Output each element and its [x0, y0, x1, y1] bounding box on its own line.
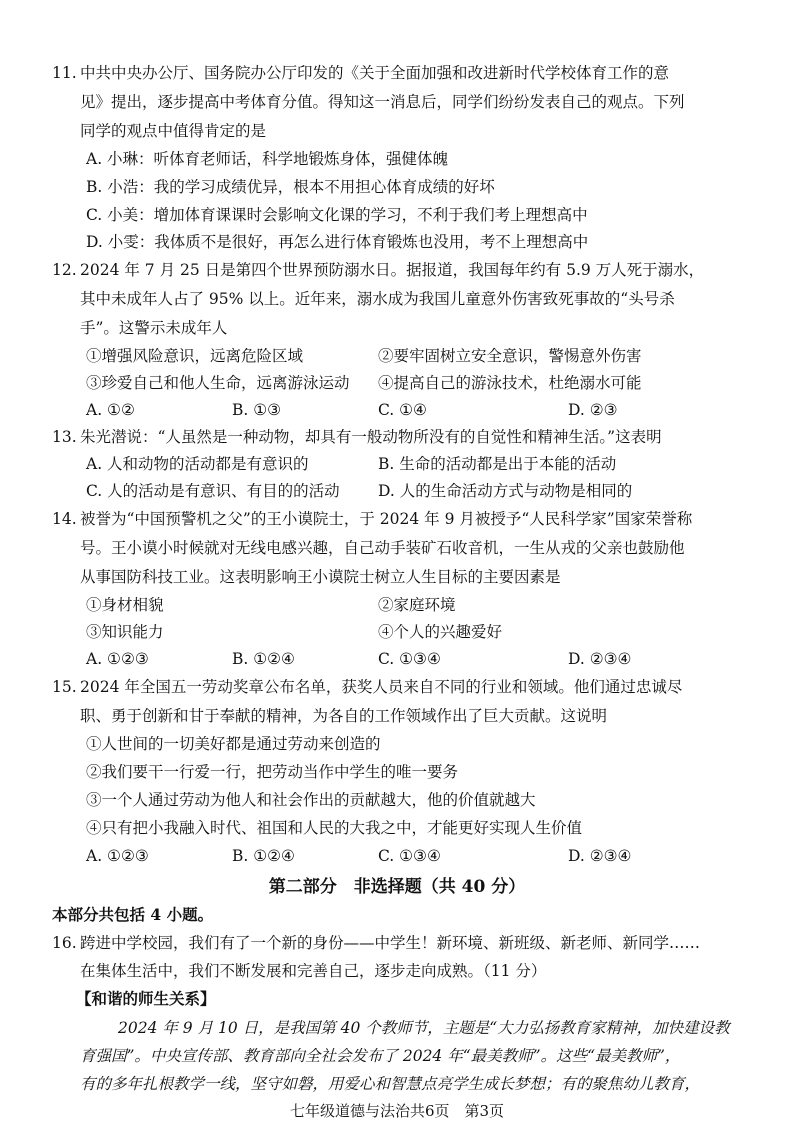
q12-statement-2: ②要牢固树立安全意识，警惕意外伤害 — [378, 347, 642, 365]
q14-line3: 从事国防科技工业。这表明影响王小谟院士树立人生目标的主要因素是 — [80, 568, 561, 586]
q16-line1 — [52, 932, 700, 954]
q13-text-1: 朱光潜说：“人虽然是一种动物，却具有一般动物所没有的自觉性和精神生活。”这表明 — [80, 428, 662, 446]
q12-statement-4: ④提高自己的游泳技术，杜绝溺水可能 — [378, 374, 642, 392]
q15-option-d: D. ②③④ — [568, 847, 632, 865]
q13-option-d: D. 人的生命活动方式与动物是相同的 — [378, 482, 633, 500]
q11-option-a: A. 小琳：听体育老师话，科学地锻炼身体，强健体魄 — [86, 150, 449, 168]
q14-number: 14. — [52, 510, 77, 528]
q14-statement-4: ④个人的兴趣爱好 — [378, 623, 503, 641]
page-footer: 七年级道德与法治共6页 第3页 — [289, 1102, 505, 1120]
q15-option-a: A. ①②③ — [86, 847, 149, 865]
q12-statement-1: ①增强风险意识，远离危险区域 — [86, 347, 304, 365]
q15-statement-1: ①人世间的一切美好都是通过劳动来创造的 — [86, 735, 381, 753]
q15-statement-2: ②我们要干一行爱一行，把劳动当作中学生的唯一要务 — [86, 763, 459, 781]
q12-line1 — [52, 259, 704, 281]
q12-line2: 其中未成年人占了 95% 以上。近年来，溺水成为我国儿童意外伤害致死事故的“头号杀 — [80, 290, 675, 308]
q15-line2: 职、勇于创新和甘于奉献的精神，为各自的工作领域作出了巨大贡献。这说明 — [80, 707, 608, 725]
q11-number: 11. — [52, 64, 77, 82]
q15-statement-4: ④只有把小我融入时代、祖国和人民的大我之中，才能更好实现人生价值 — [86, 819, 583, 837]
q14-statement-2: ②家庭环境 — [378, 596, 456, 614]
q13-option-b: B. 生命的活动都是出于本能的活动 — [378, 455, 617, 473]
q12-option-d: D. ②③ — [568, 401, 618, 419]
q15-text-1: 2024 年全国五一劳动奖章公布名单，获奖人员来自不同的行业和领域。他们通过忠诚尽 — [80, 678, 683, 696]
q12-line3: 手”。这警示未成年人 — [80, 319, 228, 337]
q13-option-a: A. 人和动物的活动都是有意识的 — [86, 455, 309, 473]
q11-text-1: 中共中央办公厅、国务院办公厅印发的《关于全面加强和改进新时代学校体育工作的意 — [80, 64, 670, 82]
q12-option-b: B. ①③ — [232, 401, 282, 419]
q14-text-1: 被誉为“中国预警机之父”的王小谟院士，于 2024 年 9 月被授予“人民科学家”国家荣誉称 — [80, 510, 693, 528]
q16-number: 16. — [52, 934, 77, 952]
q15-line1 — [52, 676, 682, 698]
part2-intro: 本部分共包括 4 小题。 — [52, 905, 214, 924]
q12-option-c: C. ①④ — [378, 401, 427, 419]
q13-line1 — [52, 426, 662, 448]
q11-option-d: D. 小雯：我体质不是很好，再怎么进行体育锻炼也没用，考不上理想高中 — [86, 233, 589, 251]
q16-material-line1: 2024 年 9 月 10 日，是我国第 40 个教师节，主题是“大力弘扬教育家精神，加快建设教 — [118, 1019, 730, 1037]
q14-statement-3: ③知识能力 — [86, 623, 164, 641]
q12-statement-3: ③珍爱自己和他人生命，远离游泳运动 — [86, 374, 350, 392]
q14-option-d: D. ②③④ — [568, 650, 632, 668]
q11-option-c: C. 小美：增加体育课课时会影响文化课的学习，不利于我们考上理想高中 — [86, 206, 588, 224]
q14-line2: 号。王小谟小时候就对无线电感兴趣，自己动手装矿石收音机，一生从戎的父亲也鼓励他 — [80, 539, 685, 557]
q13-number: 13. — [52, 428, 77, 446]
q16-text-1: 跨进中学校园，我们有了一个新的身份——中学生！新环境、新班级、新老师、新同学…… — [80, 934, 701, 952]
q11-line3: 同学的观点中值得肯定的是 — [80, 122, 267, 140]
q14-option-b: B. ①②④ — [232, 650, 295, 668]
q12-number: 12. — [52, 261, 77, 279]
q14-line1 — [52, 508, 692, 530]
q11-line2: 见》提出，逐步提高中考体育分值。得知这一消息后，同学们纷纷发表自己的观点。下列 — [80, 93, 685, 111]
q14-option-c: C. ①③④ — [378, 650, 441, 668]
q16-line2: 在集体生活中，我们不断发展和完善自己，逐步走向成熟。（11 分） — [80, 962, 547, 980]
q13-option-c: C. 人的活动是有意识、有目的的活动 — [86, 482, 340, 500]
q16-section-heading: 【和谐的师生关系】 — [76, 989, 216, 1008]
q14-statement-1: ①身材相貌 — [86, 596, 164, 614]
q16-material-line3: 有的多年扎根教学一线，坚守如磐，用爱心和智慧点亮学生成长梦想；有的聚焦幼儿教育， — [80, 1075, 701, 1093]
q11-option-b: B. 小浩：我的学习成绩优异，根本不用担心体育成绩的好坏 — [86, 178, 495, 196]
q16-material-line2: 育强国”。中央宣传部、教育部向全社会发布了 2024 年“最美教师”。这些“最美教师”， — [80, 1047, 681, 1065]
q15-option-c: C. ①③④ — [378, 847, 441, 865]
q15-number: 15. — [52, 678, 77, 696]
q15-statement-3: ③一个人通过劳动为他人和社会作出的贡献越大，他的价值就越大 — [86, 791, 536, 809]
q15-option-b: B. ①②④ — [232, 847, 295, 865]
q11-line1 — [52, 62, 669, 84]
part2-title: 第二部分 非选择题（共 40 分） — [268, 877, 526, 897]
q14-option-a: A. ①②③ — [86, 650, 149, 668]
q12-option-a: A. ①② — [86, 401, 135, 419]
q12-text-1: 2024 年 7 月 25 日是第四个世界预防溺水日。据报道，我国每年约有 5.9 万人死于溺水， — [80, 261, 705, 279]
